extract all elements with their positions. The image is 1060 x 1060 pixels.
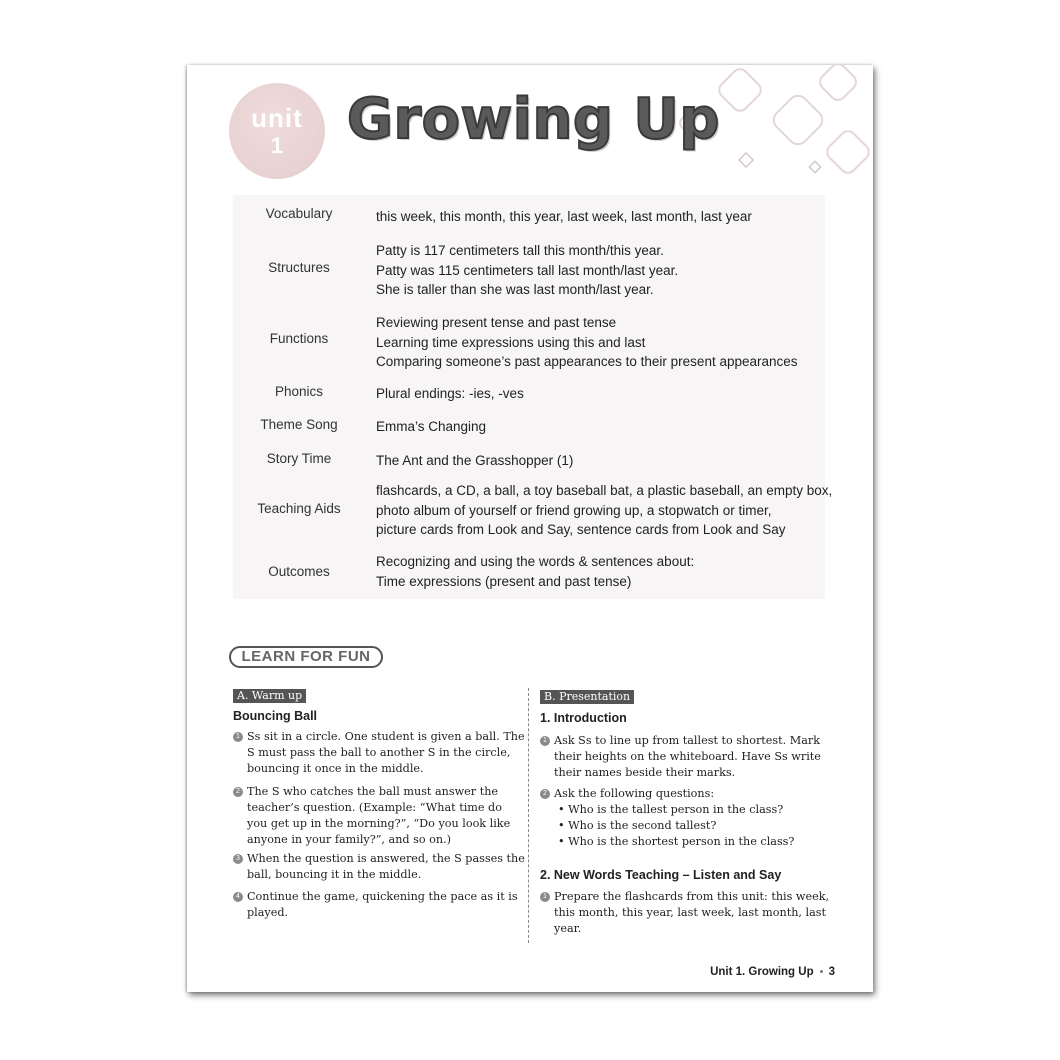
unit-word: unit — [251, 103, 303, 133]
step-line: teacher’s question. (Example: “What time do — [247, 801, 502, 814]
overview-line: Patty is 117 centimeters tall this month/this year. — [376, 243, 664, 258]
overview-label: Functions — [269, 331, 329, 346]
step-line: their heights on the whiteboard. Have Ss write — [554, 750, 821, 763]
step-line: Ask Ss to line up from tallest to shortest. Mark — [554, 734, 821, 747]
step-line: The S who catches the ball must answer the — [247, 785, 499, 798]
overview-line: Reviewing present tense and past tense — [376, 315, 617, 330]
overview-text — [376, 313, 826, 372]
overview-label: Structures — [268, 260, 330, 275]
page-title: Growing Up — [347, 87, 720, 152]
step-number-icon: 2 — [233, 787, 243, 797]
step-line: Continue the game, quickening the pace as it is — [247, 890, 518, 903]
overview-line: Recognizing and using the words & sentences about: — [376, 554, 695, 569]
learn-for-fun-banner: LEARN FOR FUN — [229, 646, 383, 668]
step-number-icon: 1 — [540, 736, 550, 746]
overview-label: Theme Song — [260, 417, 338, 432]
overview-line: this week, this month, this year, last week, last month, last year — [376, 209, 752, 224]
warmup-title: Bouncing Ball — [233, 709, 318, 723]
step-line: Ss sit in a circle. One student is given a ball. The — [247, 730, 525, 743]
overview-text — [376, 417, 826, 437]
step-line: Prepare the flashcards from this unit: this week, — [554, 890, 830, 903]
overview-text — [376, 384, 826, 404]
overview-line: The Ant and the Grasshopper (1) — [376, 453, 574, 468]
page-number: 3 — [828, 966, 835, 978]
overview-line: She is taller than she was last month/last year. — [376, 282, 654, 297]
warmup-tag: A. Warm up — [233, 689, 306, 703]
overview-line: picture cards from Look and Say, sentence cards from Look and Say — [376, 522, 786, 537]
column-divider — [528, 688, 529, 943]
overview-line: Emma’s Changing — [376, 419, 487, 434]
overview-label: Vocabulary — [265, 206, 333, 221]
step-number-icon: 4 — [233, 892, 243, 902]
step-line: bouncing it once in the middle. — [247, 762, 424, 775]
overview-line: Plural endings: -ies, -ves — [376, 386, 524, 401]
unit-number: 1 — [270, 133, 284, 158]
bullet-question: • Who is the second tallest? — [558, 819, 717, 832]
bullet-question: • Who is the tallest person in the class? — [558, 803, 784, 816]
overview-line: Time expressions (present and past tense) — [376, 573, 632, 589]
overview-label: Teaching Aids — [257, 501, 341, 516]
unit-overview-table — [233, 195, 833, 599]
overview-text — [376, 552, 826, 591]
overview-line: Patty was 115 centimeters tall last month/last year. — [376, 262, 679, 278]
footer-dot-icon — [820, 970, 823, 973]
bullet-question: • Who is the shortest person in the class? — [558, 835, 795, 848]
new-words-title: 2. New Words Teaching – Listen and Say — [540, 868, 782, 882]
step-line: this month, this year, last week, last month, last — [554, 906, 826, 919]
overview-text — [376, 207, 826, 227]
step-number-icon: 3 — [233, 854, 243, 864]
overview-text — [376, 481, 833, 540]
step-line: When the question is answered, the S passes the — [247, 852, 525, 865]
overview-text — [376, 451, 826, 471]
step-line: you get up in the morning?”, “Do you look like — [247, 817, 511, 830]
overview-label: Outcomes — [268, 564, 330, 579]
introduction-title: 1. Introduction — [540, 711, 627, 725]
overview-line: Learning time expressions using this and last — [376, 334, 646, 350]
step-number-icon: 1 — [233, 732, 243, 742]
overview-line: Comparing someone’s past appearances to their present appearances — [376, 354, 798, 369]
step-number-icon: 1 — [540, 892, 550, 902]
step-line: their names beside their marks. — [554, 766, 736, 779]
step-line: year. — [554, 922, 582, 935]
footer-unit-title: Unit 1. Growing Up — [710, 966, 814, 978]
overview-text — [376, 241, 826, 300]
step-line: ball, bouncing it in the middle. — [247, 868, 422, 881]
step-line: played. — [247, 906, 289, 919]
page-footer — [710, 966, 835, 978]
textbook-page — [187, 65, 873, 992]
presentation-tag: B. Presentation — [540, 690, 634, 704]
overview-line: photo album of yourself or friend growing up, a stopwatch or timer, — [376, 502, 772, 518]
step-number-icon: 2 — [540, 789, 550, 799]
overview-line: flashcards, a CD, a ball, a toy baseball bat, a plastic baseball, an empty box, — [376, 483, 833, 498]
overview-label: Story Time — [266, 451, 332, 466]
step-line: S must pass the ball to another S in the circle, — [247, 746, 511, 759]
overview-label: Phonics — [274, 384, 324, 399]
step-line: Ask the following questions: — [554, 787, 715, 800]
step-line: anyone in your family?”, and so on.) — [247, 833, 452, 846]
unit-badge — [229, 83, 325, 179]
